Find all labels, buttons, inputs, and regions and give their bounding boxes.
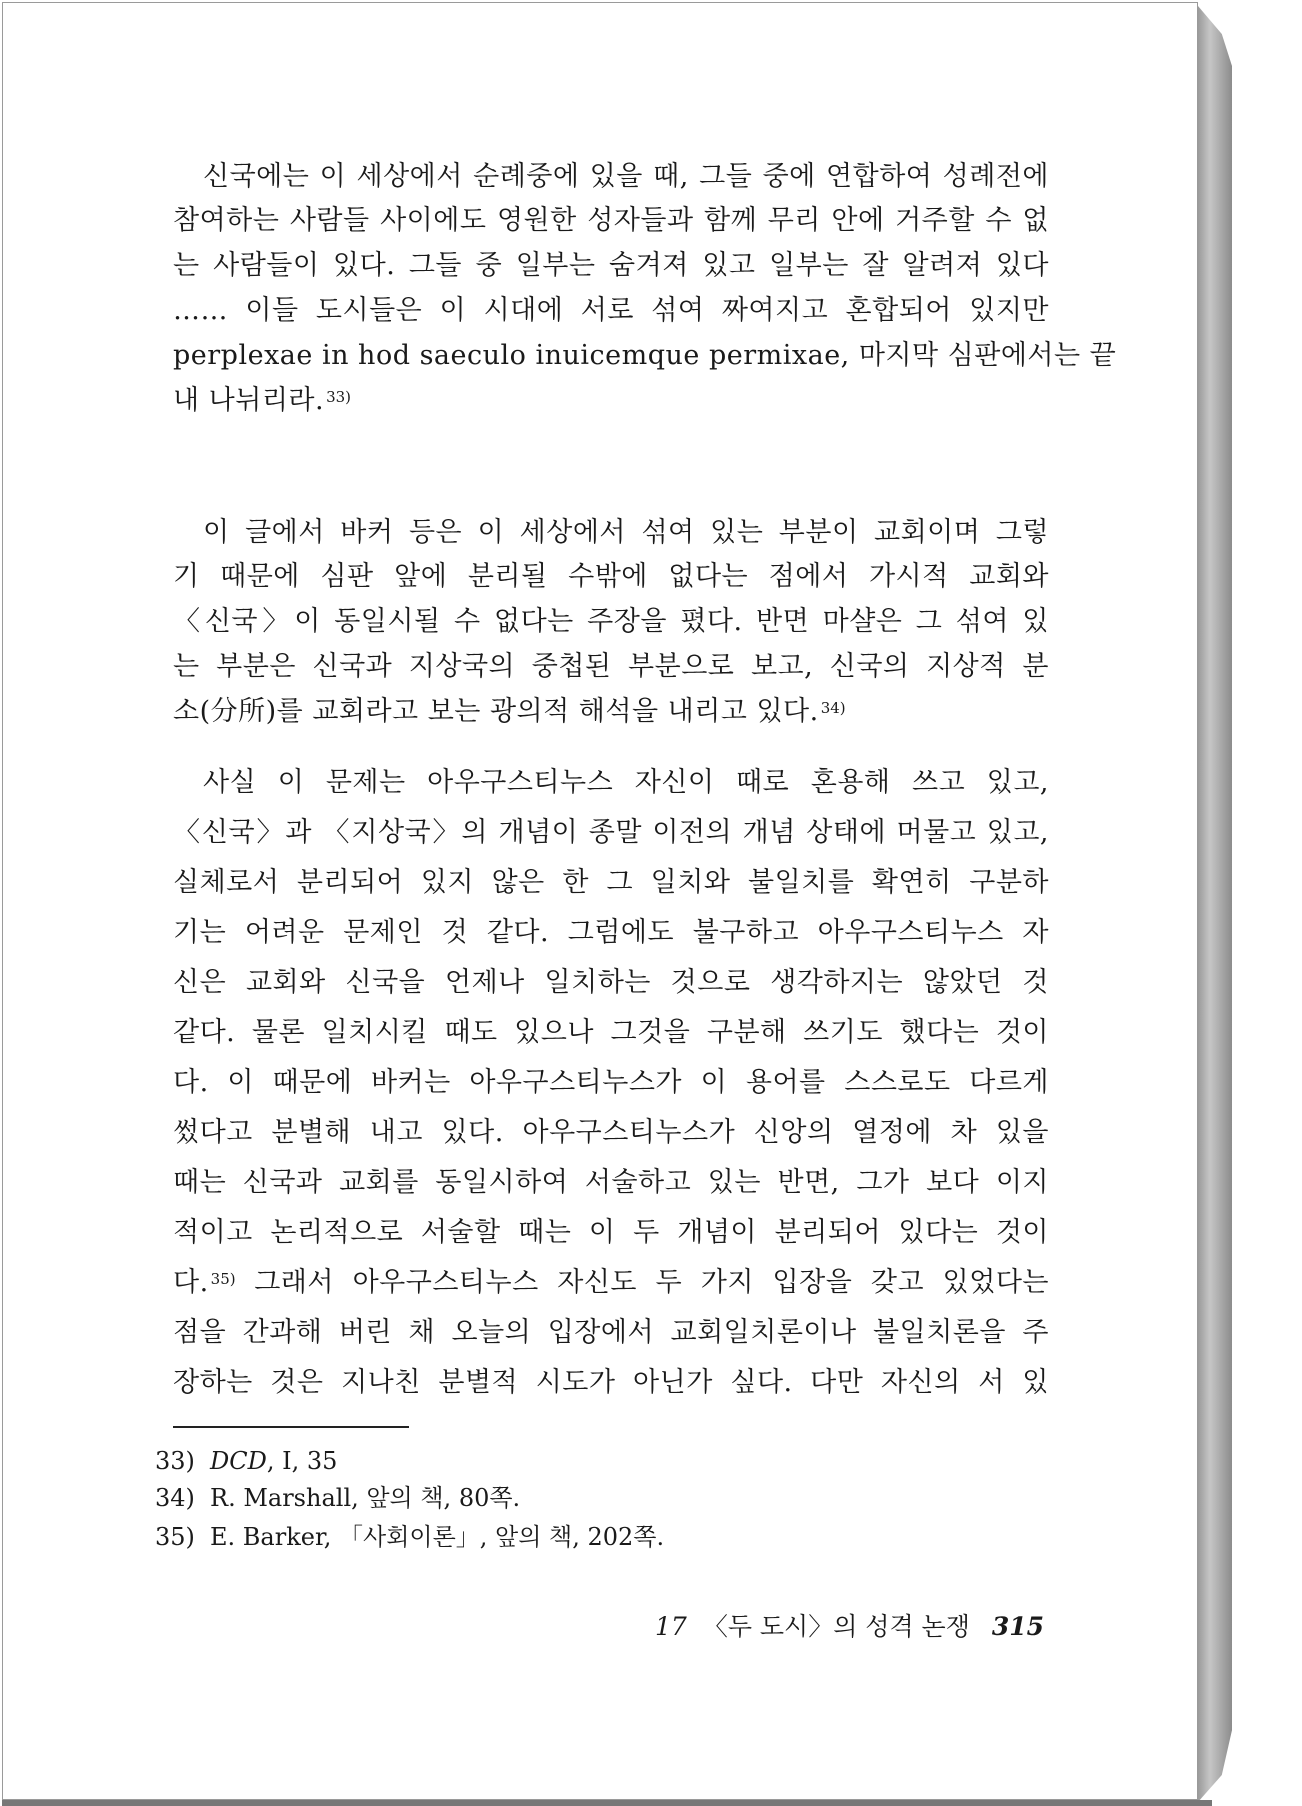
paragraph-line: 〈신국〉과 〈지상국〉의 개념이 종말 이전의 개념 상태에 머물고 있고, — [173, 817, 1049, 848]
paragraph-line: 이 글에서 바커 등은 이 세상에서 섞여 있는 부분이 교회이며 그렇 — [203, 517, 1049, 548]
footnote-text-italic: DCD — [210, 1447, 267, 1475]
footnote-33 — [155, 1443, 337, 1479]
paragraph-line: 다. 이 때문에 바커는 아우구스티누스가 이 용어를 스스로도 다르게 — [173, 1067, 1049, 1098]
paragraph-line: 썼다고 분별해 내고 있다. 아우구스티누스가 신앙의 열정에 차 있을 — [173, 1117, 1049, 1148]
quote-line: 신국에는 이 세상에서 순례중에 있을 때, 그들 중에 연합하여 성례전에 — [203, 161, 1049, 192]
paragraph-line: 적이고 논리적으로 서술할 때는 이 두 개념이 분리되어 있다는 것이 — [173, 1217, 1049, 1248]
paragraph-last-line — [173, 690, 1049, 734]
footnote-34 — [155, 1480, 520, 1516]
footnote-text: , Ⅰ, 35 — [266, 1447, 338, 1475]
paragraph-line: 〈신국〉이 동일시될 수 없다는 주장을 폈다. 반면 마샬은 그 섞여 있 — [173, 606, 1049, 637]
footnote-text: R. Marshall, 앞의 책, 80쪽. — [210, 1484, 521, 1512]
footnote-ref-34: 34) — [820, 699, 846, 717]
chapter-title: 〈두 도시〉의 성격 논쟁 — [702, 1612, 970, 1641]
quote-line: …… 이들 도시들은 이 시대에 서로 섞여 짜여지고 혼합되어 있지만 — [173, 295, 1049, 326]
paragraph-line-start: 다. — [173, 1267, 209, 1298]
paragraph-line: 기는 어려운 문제인 것 같다. 그럼에도 불구하고 아우구스티누스 자 — [173, 917, 1049, 948]
paragraph-line: 실체로서 분리되어 있지 않은 한 그 일치와 불일치를 확연히 구분하 — [173, 867, 1049, 898]
quote-line: 참여하는 사람들 사이에도 영원한 성자들과 함께 무리 안에 거주할 수 없 — [173, 205, 1049, 236]
footnote-number: 35) — [155, 1523, 195, 1551]
footnote-number: 33) — [155, 1447, 195, 1475]
footnote-number: 34) — [155, 1484, 195, 1512]
paragraph-line: 사실 이 문제는 아우구스티누스 자신이 때로 혼용해 쓰고 있고, — [203, 767, 1049, 798]
footnote-ref-35: 35) — [210, 1270, 236, 1288]
paragraph-line: 는 부분은 신국과 지상국의 중첩된 부분으로 보고, 신국의 지상적 분 — [173, 651, 1049, 682]
page-number: 315 — [991, 1612, 1045, 1641]
paragraph-line: 점을 간과해 버린 채 오늘의 입장에서 교회일치론이나 불일치론을 주 — [173, 1317, 1049, 1348]
page-edge-right — [1198, 6, 1232, 1802]
footnote-35 — [155, 1519, 664, 1555]
footnote-divider — [173, 1426, 409, 1428]
quote-line: 는 사람들이 있다. 그들 중 일부는 숨겨져 있고 일부는 잘 알려져 있다 — [173, 250, 1049, 281]
paragraph-line-rest: 그래서 아우구스티누스 자신도 두 가지 입장을 갖고 있었다는 — [235, 1267, 1049, 1298]
chapter-number: 17 — [655, 1612, 687, 1641]
book-page — [2, 2, 1198, 1800]
footnote-ref-33: 33) — [326, 388, 352, 406]
quote-last-line — [173, 379, 1049, 423]
paragraph-line: 소(分所)를 교회라고 보는 광의적 해석을 내리고 있다. — [173, 696, 819, 727]
quote-line: perplexae in hod saeculo inuicemque permixae, 마지막 심판에서는 끝 — [173, 340, 1117, 371]
paragraph-line: 장하는 것은 지나친 분별적 시도가 아닌가 싶다. 다만 자신의 서 있 — [173, 1367, 1049, 1398]
quote-line: 내 나뉘리라. — [173, 385, 325, 416]
paragraph-line: 기 때문에 심판 앞에 분리될 수밖에 없다는 점에서 가시적 교회와 — [173, 561, 1049, 592]
paragraph-line-with-ref — [173, 1261, 1049, 1305]
page-edge-bottom — [2, 1800, 1212, 1806]
footnote-text: E. Barker, 「사회이론」, 앞의 책, 202쪽. — [210, 1523, 665, 1551]
paragraph-line: 때는 신국과 교회를 동일시하여 서술하고 있는 반면, 그가 보다 이지 — [173, 1167, 1049, 1198]
paragraph-line: 같다. 물론 일치시킬 때도 있으나 그것을 구분해 쓰기도 했다는 것이 — [173, 1017, 1049, 1048]
paragraph-line: 신은 교회와 신국을 언제나 일치하는 것으로 생각하지는 않았던 것 — [173, 967, 1049, 998]
running-footer — [655, 1607, 1045, 1647]
